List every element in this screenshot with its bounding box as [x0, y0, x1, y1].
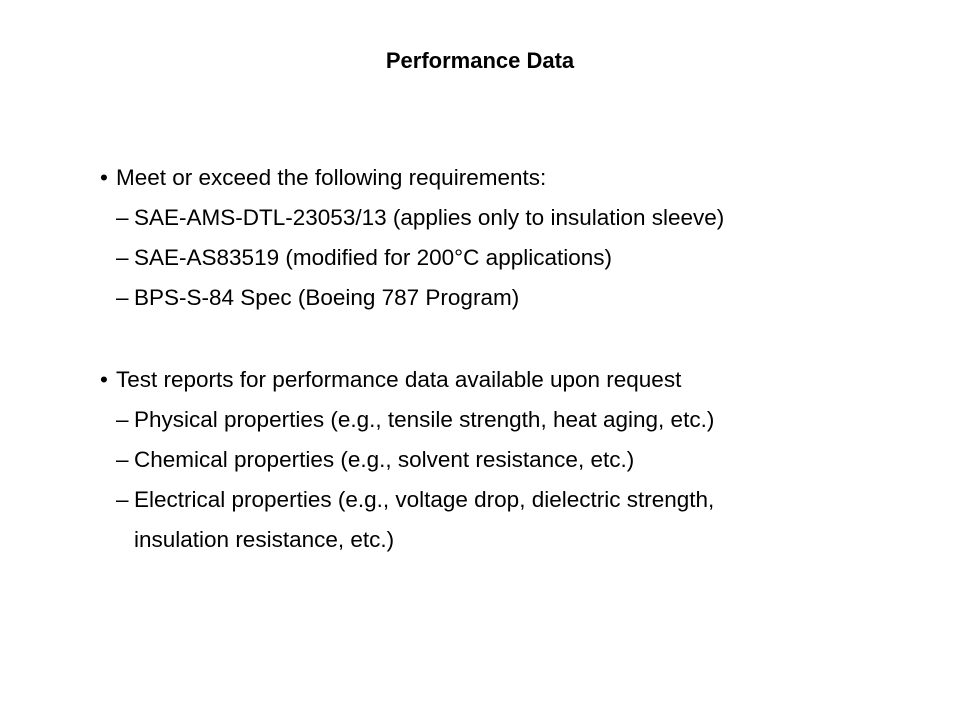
dash-icon: –	[116, 285, 129, 310]
dash-icon: –	[116, 245, 129, 270]
bullet-text: Meet or exceed the following requirements:	[116, 165, 547, 190]
dash-icon: –	[116, 407, 129, 432]
bullet-item	[100, 360, 900, 400]
test-reports-section	[100, 360, 900, 560]
sub-item-text: Electrical properties (e.g., voltage drop, dielectric strength,	[134, 487, 715, 512]
sub-item	[100, 400, 900, 440]
sub-item-text: Chemical properties (e.g., solvent resistance, etc.)	[134, 447, 635, 472]
sub-item	[100, 278, 900, 318]
requirements-section	[100, 158, 900, 318]
sub-item-text: SAE-AMS-DTL-23053/13 (applies only to insulation sleeve)	[134, 205, 725, 230]
bullet-icon: •	[100, 165, 108, 190]
dash-icon: –	[116, 487, 129, 512]
slide-title: Performance Data	[385, 48, 575, 73]
dash-icon: –	[116, 447, 129, 472]
sub-item-text: BPS-S-84 Spec (Boeing 787 Program)	[134, 285, 520, 310]
sub-item-text: SAE-AS83519 (modified for 200°C applications)	[134, 245, 613, 270]
sub-item-continuation: insulation resistance, etc.)	[134, 527, 395, 552]
bullet-item	[100, 158, 900, 198]
sub-item-text: Physical properties (e.g., tensile strength, heat aging, etc.)	[134, 407, 715, 432]
bullet-text: Test reports for performance data available upon request	[116, 367, 682, 392]
dash-icon: –	[116, 205, 129, 230]
sub-item	[100, 440, 900, 480]
sub-item	[100, 480, 900, 520]
sub-item	[100, 238, 900, 278]
bullet-icon: •	[100, 367, 108, 392]
sub-item	[100, 198, 900, 238]
